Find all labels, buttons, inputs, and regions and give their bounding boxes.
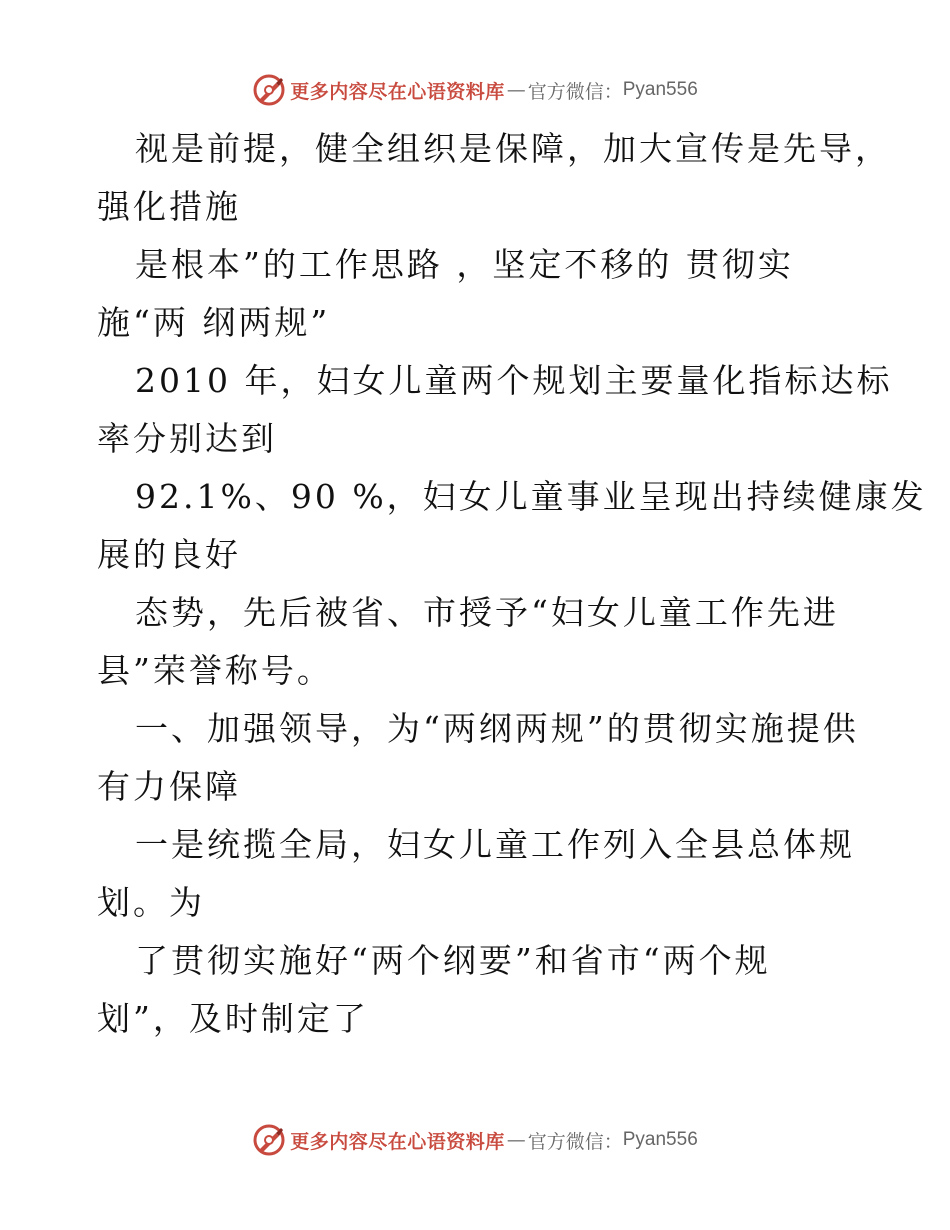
watermark-separator: — — [506, 1129, 526, 1151]
text-line: 2010 年，妇女儿童两个规划主要量化指标达标 — [135, 361, 893, 400]
text-line: 一是统揽全局，妇女儿童工作列入全县总体规 — [135, 825, 855, 864]
text-line: 划”，及时制定了 — [97, 999, 369, 1038]
watermark-wechat-label: 官方微信： — [527, 1130, 623, 1153]
text-line: 展的良好 — [97, 535, 241, 574]
watermark-separator: — — [506, 79, 526, 101]
text-line: 强化措施 — [97, 187, 241, 226]
footer-watermark — [0, 1120, 950, 1160]
watermark-wechat-id: Pyan556 — [622, 79, 698, 100]
quill-logo-icon — [252, 73, 286, 107]
text-line: 率分别达到 — [97, 419, 277, 458]
text-line: 有力保障 — [97, 767, 241, 806]
text-line: 一、加强领导，为“两纲两规”的贯彻实施提供 — [135, 709, 859, 748]
header-watermark — [0, 70, 950, 110]
document-body — [97, 120, 927, 1048]
watermark-brand-text: 更多内容尽在心语资料库 — [290, 80, 505, 103]
text-line: 态势，先后被省、市授予“妇女儿童工作先进 — [135, 593, 839, 632]
text-line: 划。为 — [97, 883, 205, 922]
text-line: 92.1%、90 %，妇女儿童事业呈现出持续健康发 — [135, 477, 927, 516]
watermark-wechat-label: 官方微信： — [527, 80, 623, 103]
text-line: 是根本”的工作思路 ，坚定不移的 贯彻实 — [135, 245, 794, 284]
text-line: 了贯彻实施好“两个纲要”和省市“两个规 — [135, 941, 771, 980]
watermark-wechat-id: Pyan556 — [622, 1129, 698, 1150]
text-line: 施“两 纲两规” — [97, 303, 331, 342]
watermark-brand-text: 更多内容尽在心语资料库 — [290, 1130, 505, 1153]
text-line: 县”荣誉称号。 — [97, 651, 333, 690]
quill-logo-icon — [252, 1123, 286, 1157]
text-line: 视是前提，健全组织是保障，加大宣传是先导， — [135, 129, 891, 168]
